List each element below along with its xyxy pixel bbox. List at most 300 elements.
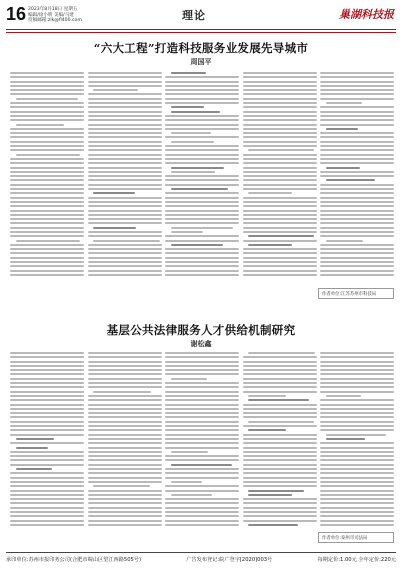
text-line [320,154,394,156]
text-line [88,119,162,121]
text-line [10,179,84,181]
text-line [88,244,162,246]
text-line [88,494,162,496]
text-line [165,205,239,207]
text-line [248,399,308,401]
text-line [88,438,162,440]
text-line [165,81,239,83]
text-line [10,451,84,453]
text-line [320,352,394,354]
text-line [10,188,84,190]
text-line [243,391,317,393]
text-line [88,85,162,87]
text-line [243,416,317,418]
text-line [88,502,162,504]
text-line [320,477,394,479]
footer [6,556,396,563]
text-line [243,81,317,83]
text-line [243,468,317,470]
text-line [10,115,84,117]
text-line [16,468,52,470]
masthead [6,6,396,28]
text-line [88,490,162,492]
text-line [165,98,239,100]
text-line [165,369,239,371]
text-line [320,520,394,522]
text-line [88,412,162,414]
text-line [243,222,317,224]
text-line [165,459,239,461]
newspaper-brand-logo: 巢湖科技报 [339,8,394,21]
text-line [248,395,286,397]
text-column [243,352,317,530]
text-line [320,494,394,496]
text-line [88,128,162,130]
text-line [165,502,239,504]
text-line [165,93,239,95]
text-line [10,429,84,431]
text-line [10,386,84,388]
text-line [10,201,84,203]
text-line [320,429,394,431]
text-line [10,102,84,104]
text-line [88,361,162,363]
text-line [171,231,203,233]
text-line [243,369,317,371]
text-line [88,76,162,78]
text-line [10,442,84,444]
text-line [10,210,84,212]
text-line [171,451,208,453]
text-line [243,111,317,113]
text-line [10,72,84,74]
text-line [165,261,239,263]
text-line [171,72,206,74]
text-line [243,464,317,466]
text-line [10,231,84,233]
text-line [320,261,394,263]
text-line [320,192,394,194]
text-line [10,192,84,194]
text-line [165,455,239,457]
text-line [171,244,223,246]
text-line [320,459,394,461]
text-line [320,365,394,367]
text-line [10,89,84,91]
text-line [93,391,151,393]
text-line [171,464,232,466]
text-line [88,511,162,513]
text-line [88,498,162,500]
text-line [243,102,317,104]
text-line [243,507,317,509]
text-line [93,485,150,487]
text-line [243,459,317,461]
text-line [243,438,317,440]
text-line [165,429,239,431]
text-line [320,149,394,151]
text-line [243,481,317,483]
text-line [88,369,162,371]
text-line [88,382,162,384]
text-line [243,382,317,384]
text-line [10,507,84,509]
text-line [165,119,239,121]
text-line [243,85,317,87]
text-line [243,115,317,117]
text-line [88,188,162,190]
text-line [88,434,162,436]
text-line [243,124,317,126]
text-line [165,222,239,224]
text-line [243,412,317,414]
text-line [10,132,84,134]
text-line [243,136,317,138]
text-line [243,434,317,436]
text-line [10,404,84,406]
text-line [10,167,84,169]
text-line [243,158,317,160]
text-line [88,429,162,431]
text-line [10,494,84,496]
text-line [320,214,394,216]
text-line [243,188,317,190]
text-line [165,197,239,199]
text-column [243,72,317,280]
text-line [10,149,84,151]
text-line [243,265,317,267]
article2-title: 基层公共法律服务人才供给机制研究 [106,323,296,337]
text-line [10,257,84,259]
text-line [320,188,394,190]
text-line [88,481,162,483]
text-line [10,141,84,143]
text-line [88,468,162,470]
text-line [165,404,239,406]
text-line [243,511,317,513]
text-line [88,81,162,83]
text-line [243,498,317,500]
text-line [171,167,224,169]
text-line [16,124,64,126]
section-title: 理论 [182,9,206,22]
article2-body [10,352,394,530]
text-line [88,235,162,237]
masthead-meta [28,7,82,24]
text-line [243,175,317,177]
text-line [10,184,84,186]
text-line [243,455,317,457]
text-line [165,175,239,177]
text-line [88,408,162,410]
text-line [88,459,162,461]
text-line [320,162,394,164]
text-column [320,72,394,280]
text-line [88,167,162,169]
text-line [88,72,162,74]
text-line [248,490,303,492]
text-line [10,81,84,83]
text-line [320,171,394,173]
text-line [165,447,239,449]
text-line [320,356,394,358]
footer-printer: 承印单位:苏州市报印务公司(合肥市蜀山区望江西路505号) [6,557,142,563]
text-line [10,365,84,367]
text-line [165,257,239,259]
text-line [320,468,394,470]
text-line [171,111,220,113]
text-line [10,175,84,177]
text-line [165,136,239,138]
text-line [88,179,162,181]
text-line [243,261,317,263]
text-line [88,218,162,220]
text-line [10,485,84,487]
text-line [88,98,162,100]
text-line [10,477,84,479]
text-line [88,442,162,444]
text-line [10,520,84,522]
article2-author-note: 作者单位:泰州市司法局 [322,536,368,541]
text-line [320,270,394,272]
text-line [165,210,239,212]
text-line [165,356,239,358]
text-line [10,408,84,410]
text-line [165,89,239,91]
text-line [165,124,239,126]
text-line [243,76,317,78]
text-line [243,205,317,207]
text-line [165,515,239,517]
text-line [10,412,84,414]
text-line [243,477,317,479]
text-line [320,373,394,375]
text-line [16,438,55,440]
text-line [10,511,84,513]
text-line [88,158,162,160]
text-line [165,128,239,130]
text-line [10,378,84,380]
text-line [10,455,84,457]
footer-price: 每期定价:1.00元 全年定价:220元 [317,557,396,563]
text-line [320,464,394,466]
text-line [165,162,239,164]
text-line [320,442,394,444]
text-line [10,434,84,436]
text-line [243,72,317,74]
text-line [88,451,162,453]
text-line [243,425,317,427]
text-line [243,378,317,380]
text-line [165,361,239,363]
text-line [165,235,239,237]
masthead-rule [6,29,396,30]
text-line [88,257,162,259]
edition-line: 编辑/徐小明 美编/马建 [28,12,74,18]
text-line [88,274,162,276]
text-line [10,205,84,207]
text-column [10,352,84,530]
text-line [320,391,394,393]
text-line [88,201,162,203]
text-line [320,451,394,453]
text-line [10,373,84,375]
article1-body [10,72,394,280]
text-line [320,76,394,78]
text-line [320,89,394,91]
text-line [88,261,162,263]
text-line [10,171,84,173]
text-line [320,421,394,423]
text-line [88,416,162,418]
text-line [88,124,162,126]
footer-rule [6,552,396,553]
text-line [320,524,394,526]
text-line [88,477,162,479]
text-line [165,373,239,375]
text-line [88,270,162,272]
text-line [243,119,317,121]
text-line [243,373,317,375]
page-number: 16 [6,4,27,24]
text-line [16,240,80,242]
text-line [243,145,317,147]
text-line [165,442,239,444]
text-line [10,356,84,358]
text-line [165,145,239,147]
contact-line: 投稿邮箱:zlk@fl400.com [28,18,82,24]
text-line [10,136,84,138]
text-line [243,274,317,276]
text-line [165,425,239,427]
text-line [243,89,317,91]
text-line [243,132,317,134]
text-line [165,438,239,440]
text-line [88,149,162,151]
text-line [320,111,394,113]
text-line [320,425,394,427]
text-line [243,231,317,233]
text-line [88,132,162,134]
text-line [10,214,84,216]
text-line [243,248,317,250]
text-line [320,252,394,254]
text-line [165,158,239,160]
text-line [88,507,162,509]
text-line [10,524,84,526]
text-line [88,145,162,147]
text-line [320,369,394,371]
text-line [320,115,394,117]
text-line [165,520,239,522]
text-line [165,248,239,250]
text-line [320,124,394,126]
text-line [243,141,317,143]
article2-author: 谢松鑫 [190,340,212,348]
date-line: 2023年8月18日 星期五 [28,7,78,12]
text-line [243,502,317,504]
text-line [16,98,78,100]
text-line [165,408,239,410]
text-line [88,106,162,108]
text-line [165,214,239,216]
text-line [320,106,394,108]
text-line [88,141,162,143]
text-column [165,352,239,530]
text-line [88,365,162,367]
text-line [88,265,162,267]
text-line [10,490,84,492]
article1-title: “六大工程”打造科技服务业发展先导城市 [93,41,309,55]
text-line [16,447,49,449]
text-line [171,132,211,134]
text-line [320,227,394,229]
text-line [171,227,233,229]
text-line [320,490,394,492]
text-line [165,472,239,474]
text-line [326,102,362,104]
text-line [88,210,162,212]
text-line [320,408,394,410]
text-line [88,399,162,401]
text-line [320,472,394,474]
text-column [10,72,84,280]
text-line [320,399,394,401]
text-line [243,179,317,181]
text-line [88,425,162,427]
text-line [326,438,365,440]
text-line [248,494,292,496]
text-line [165,434,239,436]
text-line [243,184,317,186]
text-line [10,502,84,504]
text-line [248,524,298,526]
text-line [326,434,387,436]
text-line [320,141,394,143]
text-line [10,421,84,423]
text-line [326,167,360,169]
text-line [320,455,394,457]
text-line [320,447,394,449]
text-line [320,235,394,237]
text-line [16,154,80,156]
article1-author: 周国平 [190,58,212,66]
text-line [10,481,84,483]
text-line [320,412,394,414]
text-line [171,378,207,380]
footer-ad-license: 广告发布登记:皖广登字[2020]003号 [186,557,273,563]
text-line [320,248,394,250]
text-line [171,141,214,143]
text-line [320,175,394,177]
text-line [320,222,394,224]
text-line [88,378,162,380]
text-line [88,520,162,522]
text-line [165,490,239,492]
text-line [165,399,239,401]
text-line [320,98,394,100]
text-line [243,218,317,220]
text-line [88,252,162,254]
text-line [248,192,291,194]
text-line [10,395,84,397]
text-line [320,274,394,276]
text-line [165,485,239,487]
text-line [320,145,394,147]
text-line [165,352,239,354]
text-line [243,270,317,272]
text-line [165,416,239,418]
